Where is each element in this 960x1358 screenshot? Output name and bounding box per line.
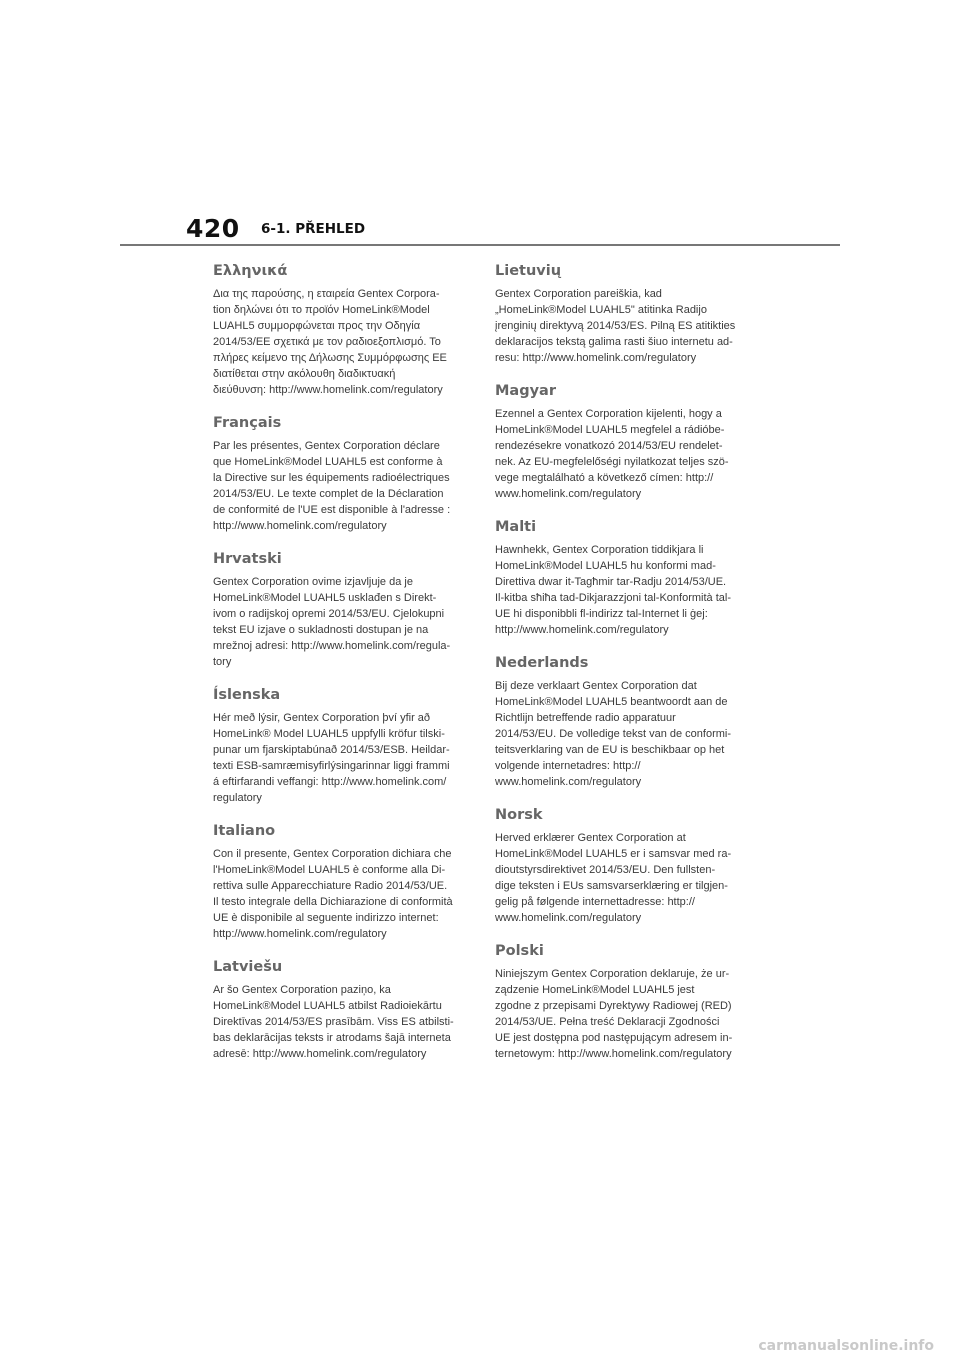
section-polish xyxy=(495,942,765,1062)
left-column xyxy=(213,262,483,1078)
right-column xyxy=(495,262,765,1078)
page-number: 420 xyxy=(186,214,240,243)
section-hungarian xyxy=(495,382,765,502)
header-divider xyxy=(120,244,840,246)
section-italian xyxy=(213,822,483,942)
section-french xyxy=(213,414,483,534)
section-heading: Latviešu xyxy=(213,959,283,975)
section-greek xyxy=(213,262,483,398)
section-heading: Nederlands xyxy=(495,655,589,671)
section-text: Bij deze verklaart Gentex Corporation dat HomeLink®Model LUAHL5 beantwoordt aan de Richtlijn betreffende radio apparatuur 2014/53/EU. De volledige tekst van de conformi- teitsverklaring van de EU is beschikbaar op het volgende internetadres: http:// www.homelink.com/regulatory xyxy=(495,680,732,788)
chapter-title: 6-1. PŘEHLED xyxy=(261,221,366,237)
section-text: Δια της παρούσης, η εταιρεία Gentex Corpora- tion δηλώνει ότι το προϊόν HomeLink®Model LUAHL5 συμμορφώνεται προς την Οδηγία 2014/53/ΕΕ σχετικά με τον ραδιοεξοπλισμό. Το πλήρες κείμενο της Δήλωσης Συμμόρφωσης ΕΕ διατίθεται στην ακόλουθη διαδικτυακή διεύθυνση: http://www.homelink.com/regulatory xyxy=(213,288,447,396)
section-text: Ezennel a Gentex Corporation kijelenti, hogy a HomeLink®Model LUAHL5 megfelel a rádióbe- rendezésekre vonatkozó 2014/53/EU rendelet- nek. Az EU-megfelelőségi nyilatkozat teljes szö- vege megtalálható a következő címen: http:// www.homelink.com/regulatory xyxy=(495,408,729,500)
section-latvian xyxy=(213,958,483,1062)
section-heading: Italiano xyxy=(213,823,276,839)
section-heading: Magyar xyxy=(495,383,556,399)
section-heading: Français xyxy=(213,415,282,431)
section-dutch xyxy=(495,654,765,790)
section-maltese xyxy=(495,518,765,638)
section-croatian xyxy=(213,550,483,670)
section-heading: Lietuvių xyxy=(495,263,562,279)
section-text: Gentex Corporation ovime izjavljuje da je HomeLink®Model LUAHL5 usklađen s Direkt- ivom o radijskoj opremi 2014/53/EU. Cjelokupni tekst EU izjave o sukladnosti dostupan je na mrežnoj adresi: http://www.homelink.com/regula- tory xyxy=(213,576,451,668)
section-text: Herved erklærer Gentex Corporation at HomeLink®Model LUAHL5 er i samsvar med ra- dioutstyrsdirektivet 2014/53/EU. Den fullsten- dige teksten i EUs samsvarserklæring er tilgjen- gelig på følgende internettadresse: http:// www.homelink.com/regulatory xyxy=(495,832,732,924)
section-text: Niniejszym Gentex Corporation deklaruje, że ur- ządzenie HomeLink®Model LUAHL5 jest zgodne z przepisami Dyrektywy Radiowej (RED) 2014/53/UE. Pełna treść Deklaracji Zgodności UE jest dostępna pod następującym adresem in- ternetowym: http://www.homelink.com/regulatory xyxy=(495,968,733,1060)
section-norwegian xyxy=(495,806,765,926)
section-text: Hér með lýsir, Gentex Corporation því yfir að HomeLink® Model LUAHL5 uppfylli kröfur tilski- punar um fjarskiptabúnað 2014/53/ESB. Heildar- texti ESB-samræmisyfirlýsingarinnar liggi frammi á eftirfarandi veffangi: http://www.homelink.com/ regulatory xyxy=(213,712,450,804)
section-heading: Polski xyxy=(495,943,544,959)
section-text: Par les présentes, Gentex Corporation déclare que HomeLink®Model LUAHL5 est conforme à la Directive sur les équipements radioélectriques 2014/53/EU. Le texte complet de la Déclaration de conformité de l'UE est disponible à l'adresse : http://www.homelink.com/regulatory xyxy=(213,440,451,532)
section-text: Hawnhekk, Gentex Corporation tiddikjara li HomeLink®Model LUAHL5 hu konformi mad- Direttiva dwar it-Tagħmir tar-Radju 2014/53/UE. Il-kitba sħiħa tad-Dikjarazzjoni tal-Konformità tal- UE hi disponibbli fl-indirizz tal-Internet li ġej: http://www.homelink.com/regulatory xyxy=(495,544,731,636)
section-heading: Ελληνικά xyxy=(213,263,288,279)
site-watermark: carmanualsonline.info xyxy=(758,1338,934,1354)
section-heading: Norsk xyxy=(495,807,543,823)
section-lithuanian xyxy=(495,262,765,366)
section-text: Gentex Corporation pareiškia, kad „HomeLink®Model LUAHL5" atitinka Radijo įrenginių direktyvą 2014/53/ES. Pilną ES atitikties deklaracijos tekstą galima rasti šiuo internetu ad- resu: http://www.homelink.com/regulatory xyxy=(495,288,736,364)
section-text: Ar šo Gentex Corporation paziņo, ka HomeLink®Model LUAHL5 atbilst Radioiekārtu Direktīvas 2014/53/ES prasībām. Viss ES atbilsti- bas deklarācijas teksts ir atrodams šajā interneta adresē: http://www.homelink.com/regulatory xyxy=(213,984,454,1060)
section-heading: Hrvatski xyxy=(213,551,282,567)
section-heading: Malti xyxy=(495,519,537,535)
section-heading: Íslenska xyxy=(213,687,281,703)
section-text: Con il presente, Gentex Corporation dichiara che l'HomeLink®Model LUAHL5 è conforme alla Di- rettiva sulle Apparecchiature Radio 2014/53/UE. Il testo integrale della Dichiarazione di conformità UE è disponibile al seguente indirizzo internet: http://www.homelink.com/regulatory xyxy=(213,848,453,940)
section-icelandic xyxy=(213,686,483,806)
